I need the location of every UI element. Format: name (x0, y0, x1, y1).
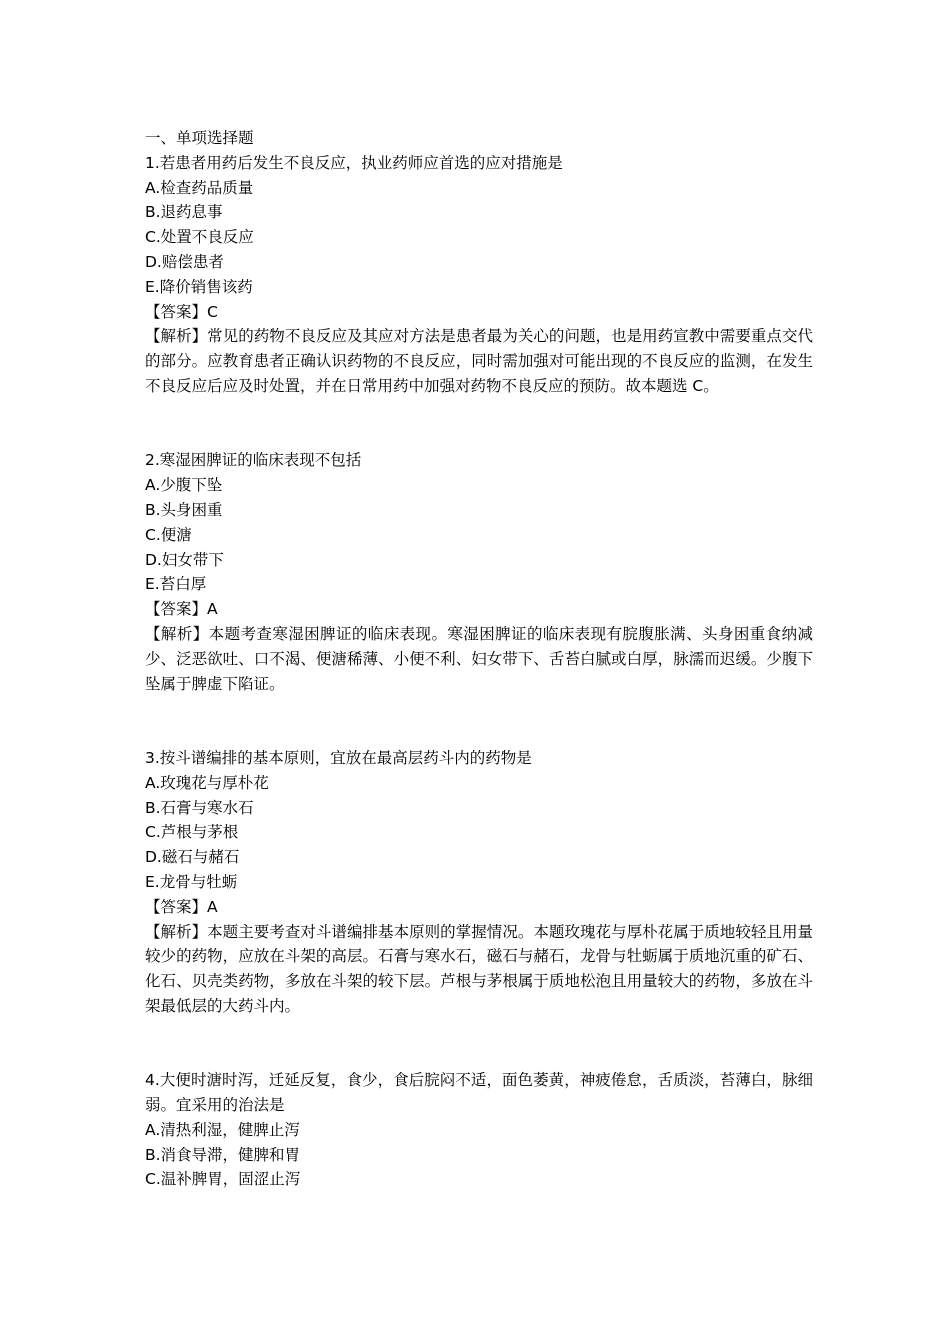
option-e: E.苔白厚 (145, 575, 207, 594)
question-stem: 2.寒湿困脾证的临床表现不包括 (145, 451, 362, 470)
answer: 【答案】C (145, 302, 218, 321)
question-stem: 3.按斗谱编排的基本原则，宜放在最高层药斗内的药物是 (145, 748, 532, 767)
analysis: 【解析】常见的药物不良反应及其应对方法是患者最为关心的问题，也是用药宣教中需要重点交代的部分。应教育患者正确认识药物的不良反应，同时需加强对可能出现的不良反应的监测，在发生不良反应后应及时处置，并在日常用药中加强对药物不良反应的预防。故本题选 C。 (145, 327, 813, 395)
option-a: A.检查药品质量 (145, 178, 254, 197)
option-e: E.龙骨与牡蛎 (145, 872, 238, 891)
option-b: B.石膏与寒水石 (145, 798, 254, 817)
option-c: C.便溏 (145, 525, 192, 544)
question-3 (145, 746, 813, 1019)
option-b: B.退药息事 (145, 203, 223, 222)
spacer (145, 399, 813, 449)
question-stem: 1.若患者用药后发生不良反应，执业药师应首选的应对措施是 (145, 153, 563, 172)
option-a: A.少腹下坠 (145, 476, 223, 495)
option-b: B.消食导滞，健脾和胃 (145, 1145, 301, 1164)
option-d: D.赔偿患者 (145, 252, 224, 271)
option-a: A.清热利湿，健脾止泻 (145, 1120, 300, 1139)
option-e: E.降价销售该药 (145, 277, 253, 296)
analysis: 【解析】本题主要考查对斗谱编排基本原则的掌握情况。本题玫瑰花与厚朴花属于质地较轻且用量较少的药物，应放在斗架的高层。石膏与寒水石，磁石与赭石，龙骨与牡蛎属于质地沉重的矿石、化石、贝壳类药物，多放在斗架的较下层。芦根与茅根属于质地松泡且用量较大的药物，多放在斗架最低层的大药斗内。 (145, 922, 813, 1015)
option-c: C.温补脾胃，固涩止泻 (145, 1170, 301, 1189)
option-b: B.头身困重 (145, 500, 223, 519)
option-a: A.玫瑰花与厚朴花 (145, 773, 269, 792)
option-d: D.磁石与赭石 (145, 848, 240, 867)
option-d: D.妇女带下 (145, 550, 224, 569)
question-2 (145, 448, 813, 696)
question-1 (145, 151, 813, 399)
document-page (145, 126, 813, 1192)
answer: 【答案】A (145, 600, 218, 619)
answer: 【答案】A (145, 897, 218, 916)
spacer (145, 696, 813, 746)
analysis: 【解析】本题考查寒湿困脾证的临床表现。寒湿困脾证的临床表现有脘腹胀满、头身困重食纳减少、泛恶欲吐、口不渴、便溏稀薄、小便不利、妇女带下、舌苔白腻或白厚，脉濡而迟缓。少腹下坠属于脾虚下陷证。 (145, 624, 813, 693)
question-4 (145, 1068, 813, 1192)
section-title: 一、单项选择题 (145, 129, 254, 147)
option-c: C.处置不良反应 (145, 228, 254, 247)
question-stem: 4.大便时溏时泻，迁延反复，食少，食后脘闷不适，面色萎黄，神疲倦怠，舌质淡，苔薄白，脉细弱。宜采用的治法是 (145, 1071, 813, 1115)
spacer (145, 1019, 813, 1069)
option-c: C.芦根与茅根 (145, 823, 239, 842)
